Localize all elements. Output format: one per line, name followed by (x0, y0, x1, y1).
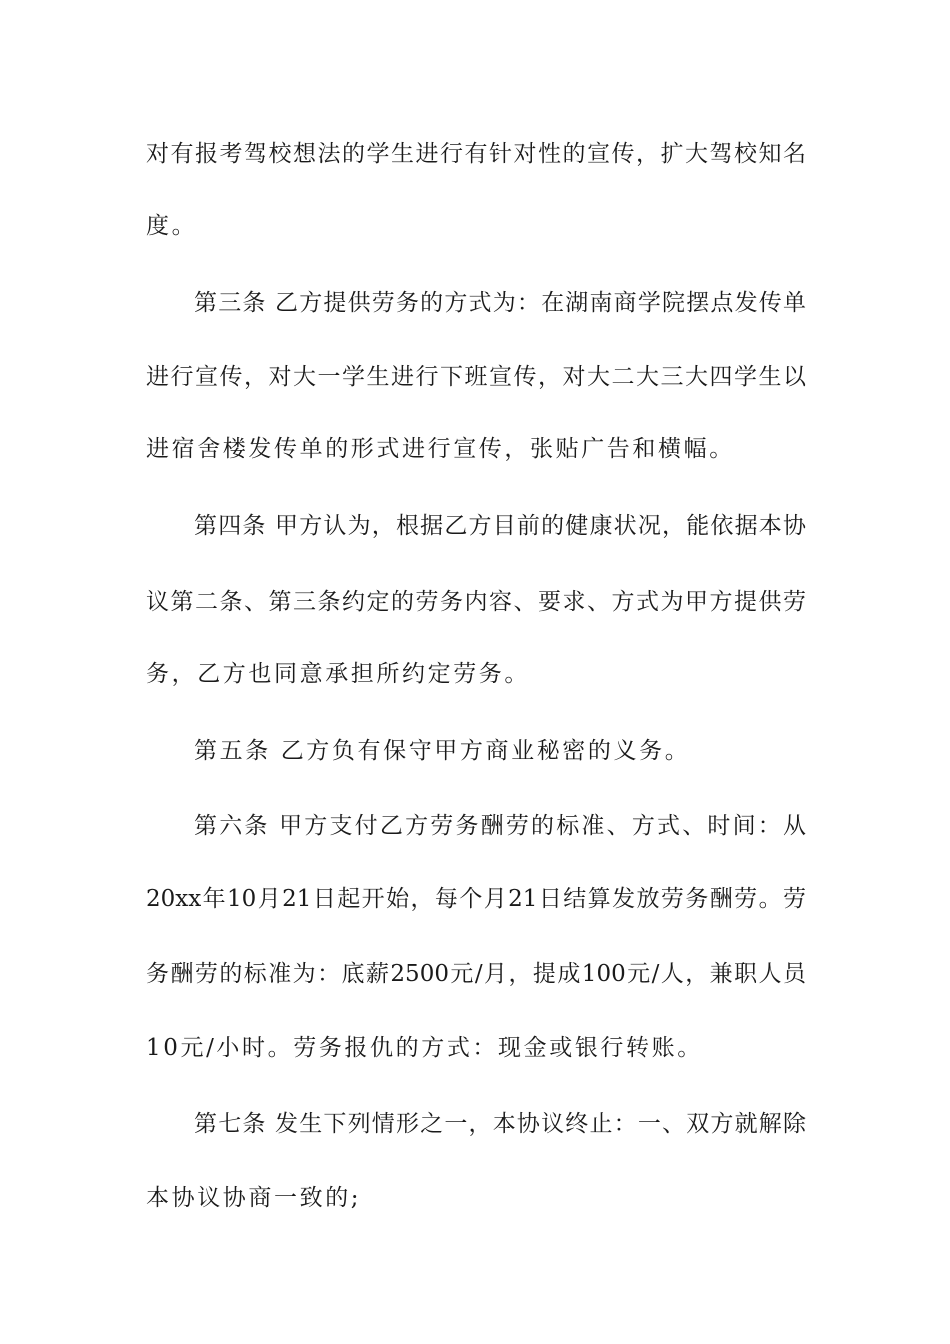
text-line: 议第二条、第三条约定的劳务内容、要求、方式为甲方提供劳 (146, 589, 806, 615)
text-line: 20xx年10月21日起开始，每个月21日结算发放劳务酬劳。劳 (146, 886, 806, 912)
text-line: 务，乙方也同意承担所约定劳务。 (146, 661, 530, 687)
text-line: 度。 (146, 213, 198, 239)
text-line: 本协议协商一致的; (146, 1185, 362, 1211)
text-line: 第四条 甲方认为，根据乙方目前的健康状况，能依据本协 (194, 513, 806, 539)
text-line: 第六条 甲方支付乙方劳务酬劳的标准、方式、时间：从 (194, 813, 806, 839)
text-line: 10元/小时。劳务报仇的方式：现金或银行转账。 (146, 1035, 703, 1061)
text-line: 务酬劳的标准为：底薪2500元/月，提成100元/人，兼职人员 (146, 961, 806, 987)
text-line: 进宿舍楼发传单的形式进行宣传，张贴广告和横幅。 (146, 436, 735, 462)
text-line: 对有报考驾校想法的学生进行有针对性的宣传，扩大驾校知名 (146, 141, 806, 167)
text-line: 第七条 发生下列情形之一，本协议终止：一、双方就解除 (194, 1111, 806, 1137)
text-line: 进行宣传，对大一学生进行下班宣传，对大二大三大四学生以 (146, 364, 806, 390)
text-line: 第五条 乙方负有保守甲方商业秘密的义务。 (194, 738, 691, 764)
text-line: 第三条 乙方提供劳务的方式为：在湖南商学院摆点发传单 (194, 290, 806, 316)
